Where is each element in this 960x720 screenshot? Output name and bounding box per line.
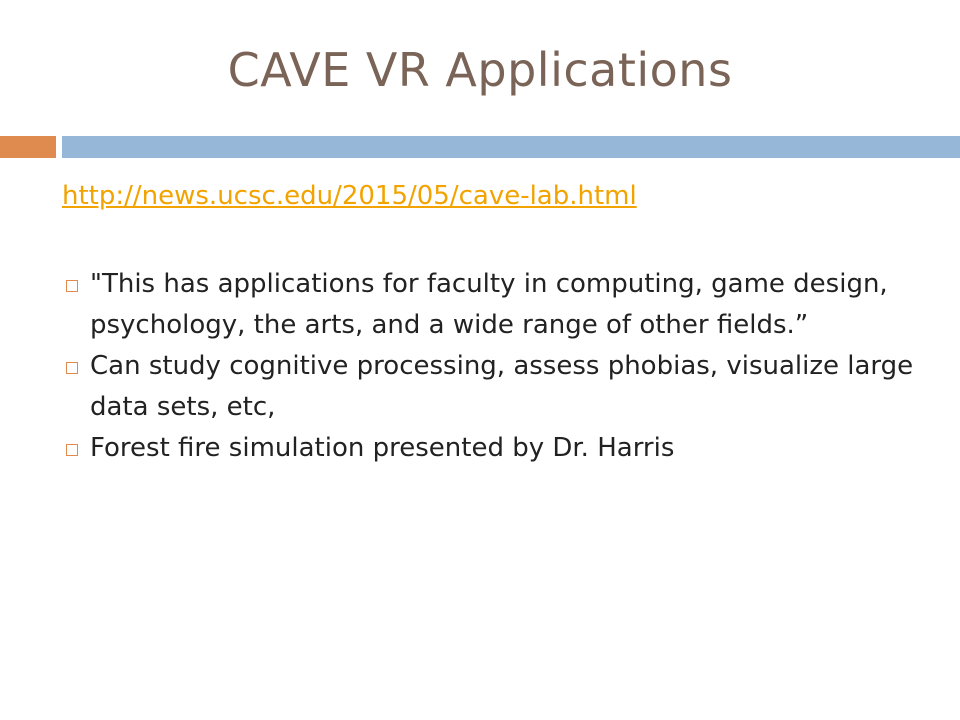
bullet-text: Can study cognitive processing, assess phobias, visualize large data sets, etc, [90, 351, 914, 422]
bullet-list [62, 264, 932, 469]
bullet-text: "This has applications for faculty in computing, game design, psychology, the arts, and a wide range of other fields.” [90, 269, 888, 340]
accent-bar-orange [0, 136, 56, 158]
square-bullet-icon [66, 362, 78, 374]
square-bullet-icon [66, 280, 78, 292]
bullet-text: Forest fire simulation presented by Dr. Harris [90, 433, 675, 463]
article-link[interactable]: http://news.ucsc.edu/2015/05/cave-lab.html [62, 181, 637, 211]
bullet-item [62, 264, 932, 346]
bullet-item [62, 428, 932, 469]
accent-bar-blue [62, 136, 960, 158]
bullet-item [62, 346, 932, 428]
square-bullet-icon [66, 444, 78, 456]
slide-title: CAVE VR Applications [227, 43, 733, 97]
